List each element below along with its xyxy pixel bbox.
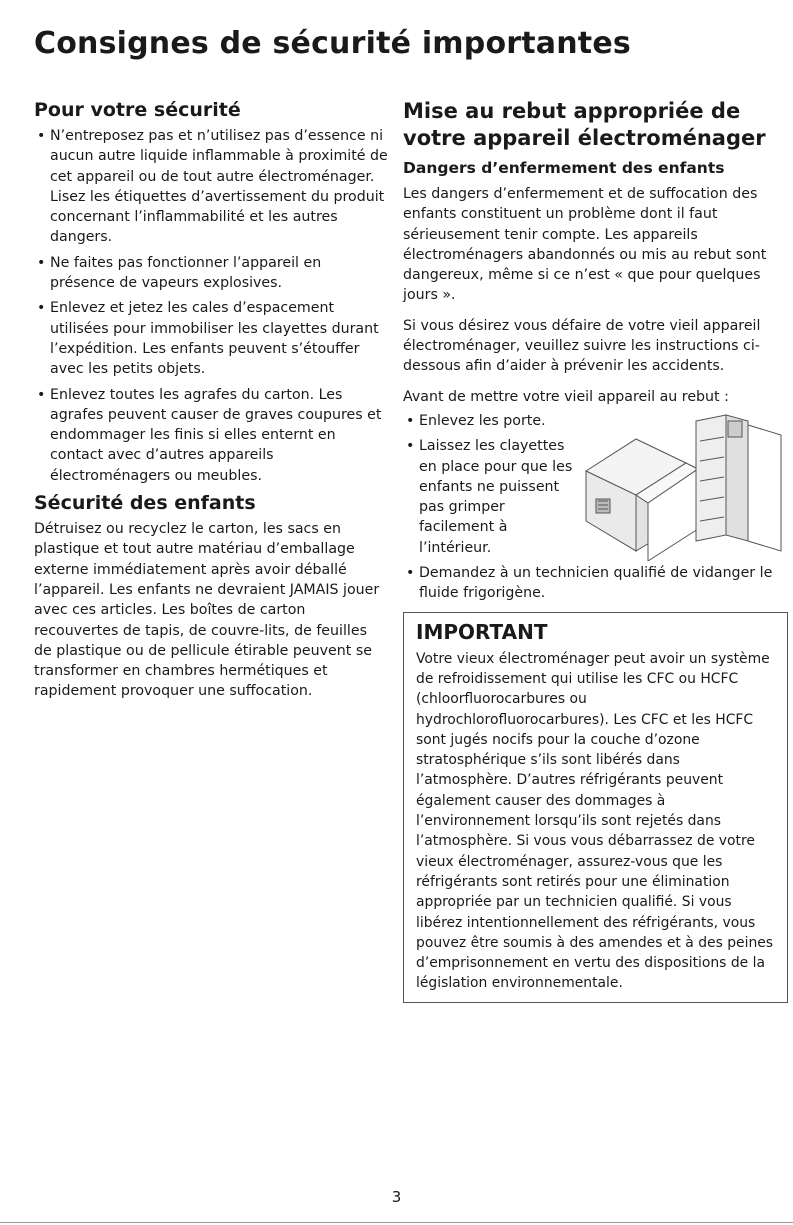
safety-list [34, 126, 389, 486]
list-item: • Laissez les clayettes en place pour que les enfants ne puissent pas grimper facilement à l’intérieur. [403, 436, 788, 558]
important-box [403, 612, 788, 1003]
children-safety-text: Détruisez ou recyclez le carton, les sacs en plastique et tout autre matériau d’emballage externe immédiatement après avoir déballé l’appareil. Les enfants ne devraient JAMAIS jouer avec ces articles. Les boîtes de carton recouvertes de tapis, de couvre-lits, de feuilles de plastique ou de pellicule étirable peuvent se transformer en chambres hermétiques et rapidement provoquer une suffocation. [34, 521, 380, 700]
list-item: • Enlevez toutes les agrafes du carton. Les agrafes peuvent causer de graves coupures et endommager les finis si elles enternt en contact avec d’autres appareils électroménagers ou meubles. [34, 385, 389, 486]
children-safety-heading: Sécurité des enfants [34, 492, 256, 515]
disposal-section [403, 411, 788, 604]
page-title: Consignes de sécurité importantes [34, 26, 631, 61]
list-item: • Demandez à un technicien qualifié de vidanger le fluide frigorigène. [403, 563, 788, 604]
left-column [34, 98, 389, 712]
list-item: • Enlevez les porte. [403, 411, 788, 431]
instructions-text: Si vous désirez vous défaire de votre vieil appareil électroménager, veuillez suivre les instructions ci-dessous afin d’aider à prévenir les accidents. [403, 317, 761, 375]
list-item: • N’entreposez pas et n’utilisez pas d’essence ni aucun autre liquide inflammable à proximité de cet appareil ou de tout autre électroménager. Lisez les étiquettes d’avertissement du produit concernant l’inflammabilité et les autres dangers. [34, 126, 389, 248]
bottom-divider [0, 1222, 793, 1223]
entrapment-text: Les dangers d’enfermement et de suffocation des enfants constituent un problème dont il faut sérieusement tenir compte. Les appareils électroménagers abandonnés ou mis au rebut sont dangereux, même si ce n’est « que pour quelques jours ». [403, 186, 767, 304]
list-item: • Enlevez et jetez les cales d’espacement utilisées pour immobiliser les clayettes durant l’expédition. Les enfants peuvent s’étouffer avec les petits objets. [34, 298, 389, 379]
safety-heading: Pour votre sécurité [34, 99, 241, 121]
before-disposal-text: Avant de mettre votre vieil appareil au rebut : [403, 388, 729, 405]
entrapment-heading: Dangers d’enfermement des enfants [403, 159, 725, 177]
page-number: 3 [391, 1188, 402, 1206]
disposal-heading: Mise au rebut appropriée de votre appareil électroménager [403, 99, 766, 150]
important-heading: IMPORTANT [416, 619, 548, 644]
list-item: • Ne faites pas fonctionner l’appareil en présence de vapeurs explosives. [34, 253, 389, 294]
disposal-list [403, 411, 788, 604]
right-column [403, 98, 788, 1003]
important-text: Votre vieux électroménager peut avoir un système de refroidissement qui utilise les CFC ou HCFC (chloorfluorocarbures ou hydrochlorofluorocarbures). Les CFC et les HCFC sont jugés nocifs pour la couche d’ozone stratosphérique s’ils sont libérés dans l’atmosphère. D’autres réfrigérants peuvent également causer des dommages à l’environnement lorsqu’ils sont rejetés dans l’atmosphère. Si vous vous débarrassez de votre vieux électroménager, assurez-vous que les réfrigérants sont retirés pour une élimination appropriée par un technicien qualifié. Si vous libérez intentionnellement des réfrigérants, vous pouvez être soumis à des amendes et à des peines d’emprisonnement en vertu des dispositions de la législation environnementale. [416, 650, 774, 992]
